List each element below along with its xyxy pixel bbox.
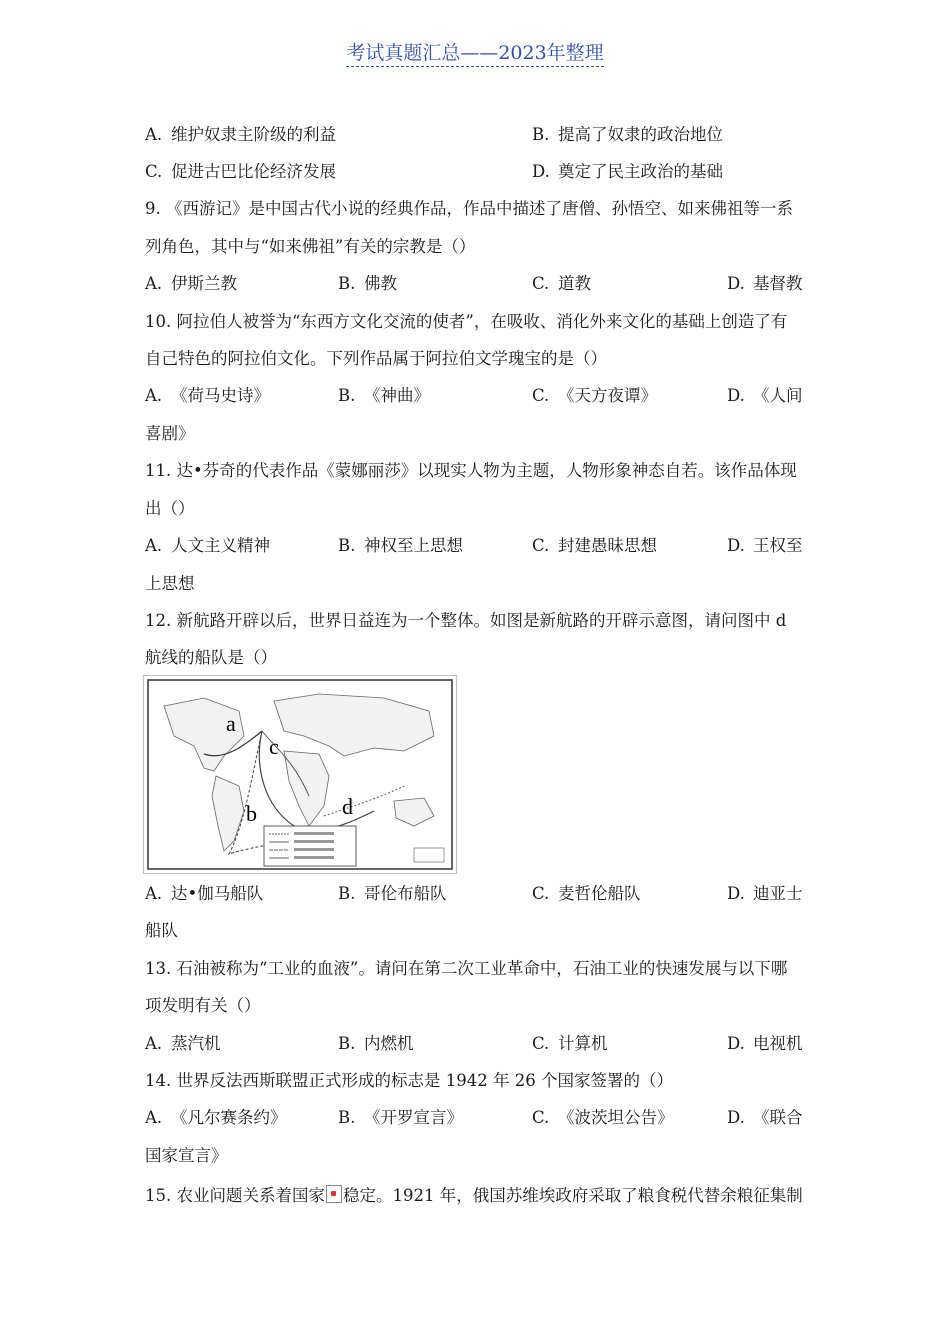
q11-option-d[interactable]: D. 王权至 — [727, 536, 803, 555]
q11-option-a[interactable]: A. 人文主义精神 — [145, 536, 270, 555]
q13-stem-line2: 项发明有关（） — [145, 996, 261, 1015]
q14-stem-line1: 14. 世界反法西斯联盟正式形成的标志是 1942 年 26 个国家签署的（） — [145, 1071, 673, 1090]
q9-option-c[interactable]: C. 道教 — [532, 274, 591, 293]
q13-option-a[interactable]: A. 蒸汽机 — [145, 1034, 221, 1053]
q9-option-d[interactable]: D. 基督教 — [727, 274, 803, 293]
q12-option-d-wrap: 船队 — [145, 921, 178, 940]
q10-option-a[interactable]: A. 《荷马史诗》 — [145, 386, 270, 405]
q10-stem-line2: 自己特色的阿拉伯文化。下列作品属于阿拉伯文学瑰宝的是（） — [145, 349, 607, 368]
q11-option-b[interactable]: B. 神权至上思想 — [338, 536, 463, 555]
q8-option-c[interactable]: C. 促进古巴比伦经济发展 — [145, 162, 336, 181]
header-title: 考试真题汇总——2023年整理 — [346, 42, 603, 67]
q9-option-a[interactable]: A. 伊斯兰教 — [145, 274, 237, 293]
q9-stem-line2: 列角色，其中与“如来佛祖”有关的宗教是（） — [145, 237, 476, 256]
q10-stem-line1: 10. 阿拉伯人被誉为“东西方文化交流的使者”，在吸收、消化外来文化的基础上创造了有 — [145, 312, 788, 331]
q12-stem-line2: 航线的船队是（） — [145, 648, 277, 667]
q12-stem-line1: 12. 新航路开辟以后，世界日益连为一个整体。如图是新航路的开辟示意图，请问图中 d — [145, 611, 787, 630]
q9-option-b[interactable]: B. 佛教 — [338, 274, 397, 293]
broken-image-icon — [326, 1185, 342, 1203]
q12-option-b[interactable]: B. 哥伦布船队 — [338, 884, 447, 903]
map-graphic — [144, 676, 456, 873]
q10-option-d[interactable]: D. 《人间 — [727, 386, 803, 405]
q14-option-d-wrap: 国家宣言》 — [145, 1146, 228, 1165]
q13-stem-line1: 13. 石油被称为“工业的血液”。请问在第二次工业革命中，石油工业的快速发展与以下哪 — [145, 959, 788, 978]
q11-option-d-wrap: 上思想 — [145, 574, 195, 593]
q14-option-b[interactable]: B. 《开罗宣言》 — [338, 1108, 463, 1127]
page-header — [0, 38, 950, 65]
q12-option-d[interactable]: D. 迪亚士 — [727, 884, 803, 903]
q11-stem-line1: 11. 达•芬奇的代表作品《蒙娜丽莎》以现实人物为主题，人物形象神态自若。该作品体现 — [145, 461, 797, 480]
q14-option-d[interactable]: D. 《联合 — [727, 1108, 803, 1127]
q13-option-b[interactable]: B. 内燃机 — [338, 1034, 414, 1053]
map-label-b: b — [246, 801, 257, 826]
q8-option-b[interactable]: B. 提高了奴隶的政治地位 — [532, 125, 723, 144]
q13-option-c[interactable]: C. 计算机 — [532, 1034, 608, 1053]
q9-stem-line1: 9. 《西游记》是中国古代小说的经典作品，作品中描述了唐僧、孙悟空、如来佛祖等一系 — [145, 199, 793, 218]
map-label-a: a — [226, 711, 236, 736]
new-sea-routes-map — [143, 675, 457, 874]
q10-option-d-wrap: 喜剧》 — [145, 424, 195, 443]
q12-option-c[interactable]: C. 麦哲伦船队 — [532, 884, 641, 903]
q14-option-a[interactable]: A. 《凡尔赛条约》 — [145, 1108, 287, 1127]
q11-stem-line2: 出（） — [145, 499, 195, 518]
q10-option-b[interactable]: B. 《神曲》 — [338, 386, 430, 405]
q13-option-d[interactable]: D. 电视机 — [727, 1034, 803, 1053]
q12-option-a[interactable]: A. 达•伽马船队 — [145, 884, 264, 903]
q8-option-d[interactable]: D. 奠定了民主政治的基础 — [532, 162, 723, 181]
q10-option-c[interactable]: C. 《天方夜谭》 — [532, 386, 657, 405]
map-label-d: d — [342, 794, 353, 819]
q14-option-c[interactable]: C. 《波茨坦公告》 — [532, 1108, 674, 1127]
q11-option-c[interactable]: C. 封建愚昧思想 — [532, 536, 657, 555]
q8-option-a[interactable]: A. 维护奴隶主阶级的利益 — [145, 125, 336, 144]
map-label-c: c — [269, 734, 279, 759]
q15-stem-line1: 15. 农业问题关系着国家 稳定。1921 年，俄国苏维埃政府采取了粮食税代替余粮征集制 — [145, 1186, 803, 1205]
